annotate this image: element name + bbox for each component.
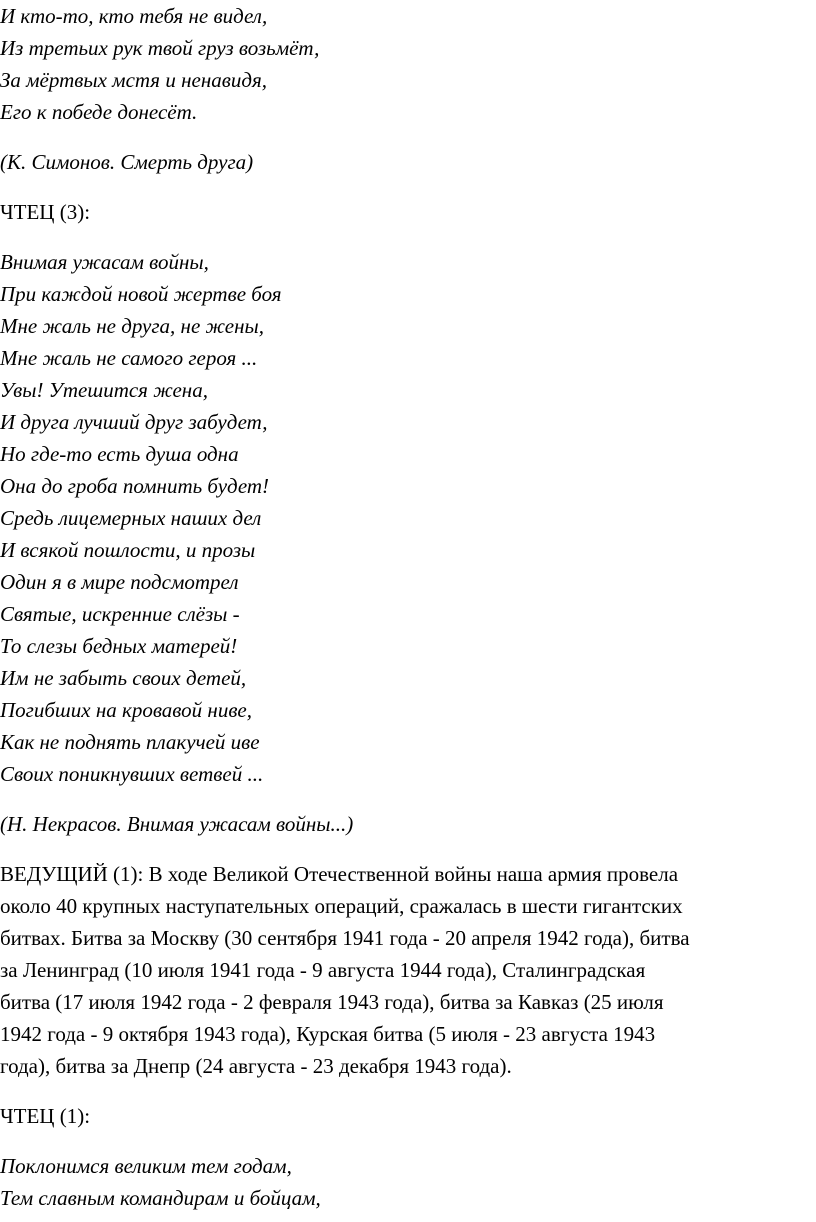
prose-line: за Ленинград (10 июля 1941 года - 9 августа 1944 года), Сталинградская <box>0 958 646 982</box>
prose-line: битва (17 июля 1942 года - 2 февраля 1943 года), битва за Кавказ (25 июля <box>0 990 664 1014</box>
prose-line: битвах. Битва за Москву (30 сентября 1941 года - 20 апреля 1942 года), битва <box>0 926 690 950</box>
source-citation-2: (Н. Некрасов. Внимая ужасам войны...) <box>0 812 354 836</box>
verse-line: При каждой новой жертве боя <box>0 282 282 306</box>
stanza-3 <box>0 1150 816 1214</box>
verse-line: Один я в мире подсмотрел <box>0 570 239 594</box>
presenter-paragraph <box>0 858 800 1082</box>
verse-line: Но где-то есть душа одна <box>0 442 239 466</box>
verse-line: Мне жаль не самого героя ... <box>0 346 258 370</box>
verse-line: Тем славным командирам и бойцам, <box>0 1186 321 1210</box>
verse-line: То слезы бедных матерей! <box>0 634 238 658</box>
prose-line: 1942 года - 9 октября 1943 года), Курская битва (5 июля - 23 августа 1943 <box>0 1022 656 1046</box>
prose-line: года), битва за Днепр (24 августа - 23 декабря 1943 года). <box>0 1054 512 1078</box>
verse-line: Средь лицемерных наших дел <box>0 506 262 530</box>
verse-line: И всякой пошлости, и прозы <box>0 538 256 562</box>
stanza-2 <box>0 246 816 790</box>
speaker-label-2: ЧТЕЦ (1): <box>0 1104 91 1128</box>
verse-line: Им не забыть своих детей, <box>0 666 247 690</box>
verse-line: И друга лучший друг забудет, <box>0 410 268 434</box>
verse-line: Увы! Утешится жена, <box>0 378 208 402</box>
stanza-1 <box>0 0 816 128</box>
verse-line: Святые, искренние слёзы - <box>0 602 240 626</box>
verse-line: Поклонимся великим тем годам, <box>0 1154 292 1178</box>
source-citation-1: (К. Симонов. Смерть друга) <box>0 150 254 174</box>
verse-line: Как не поднять плакучей иве <box>0 730 260 754</box>
verse-line: Она до гроба помнить будет! <box>0 474 270 498</box>
verse-line: Погибших на кровавой ниве, <box>0 698 252 722</box>
prose-line: около 40 крупных наступательных операций, сражалась в шести гигантских <box>0 894 683 918</box>
speaker-label-1: ЧТЕЦ (3): <box>0 200 91 224</box>
verse-line: Мне жаль не друга, не жены, <box>0 314 265 338</box>
verse-line: Его к победе донесёт. <box>0 100 198 124</box>
prose-line: ВЕДУЩИЙ (1): В ходе Великой Отечественной войны наша армия провела <box>0 862 679 886</box>
verse-line: Из третьих рук твой груз возьмёт, <box>0 36 320 60</box>
verse-line: Своих поникнувших ветвей ... <box>0 762 264 786</box>
verse-line: И кто-то, кто тебя не видел, <box>0 4 268 28</box>
verse-line: Внимая ужасам войны, <box>0 250 209 274</box>
verse-line: За мёртвых мстя и ненавидя, <box>0 68 267 92</box>
